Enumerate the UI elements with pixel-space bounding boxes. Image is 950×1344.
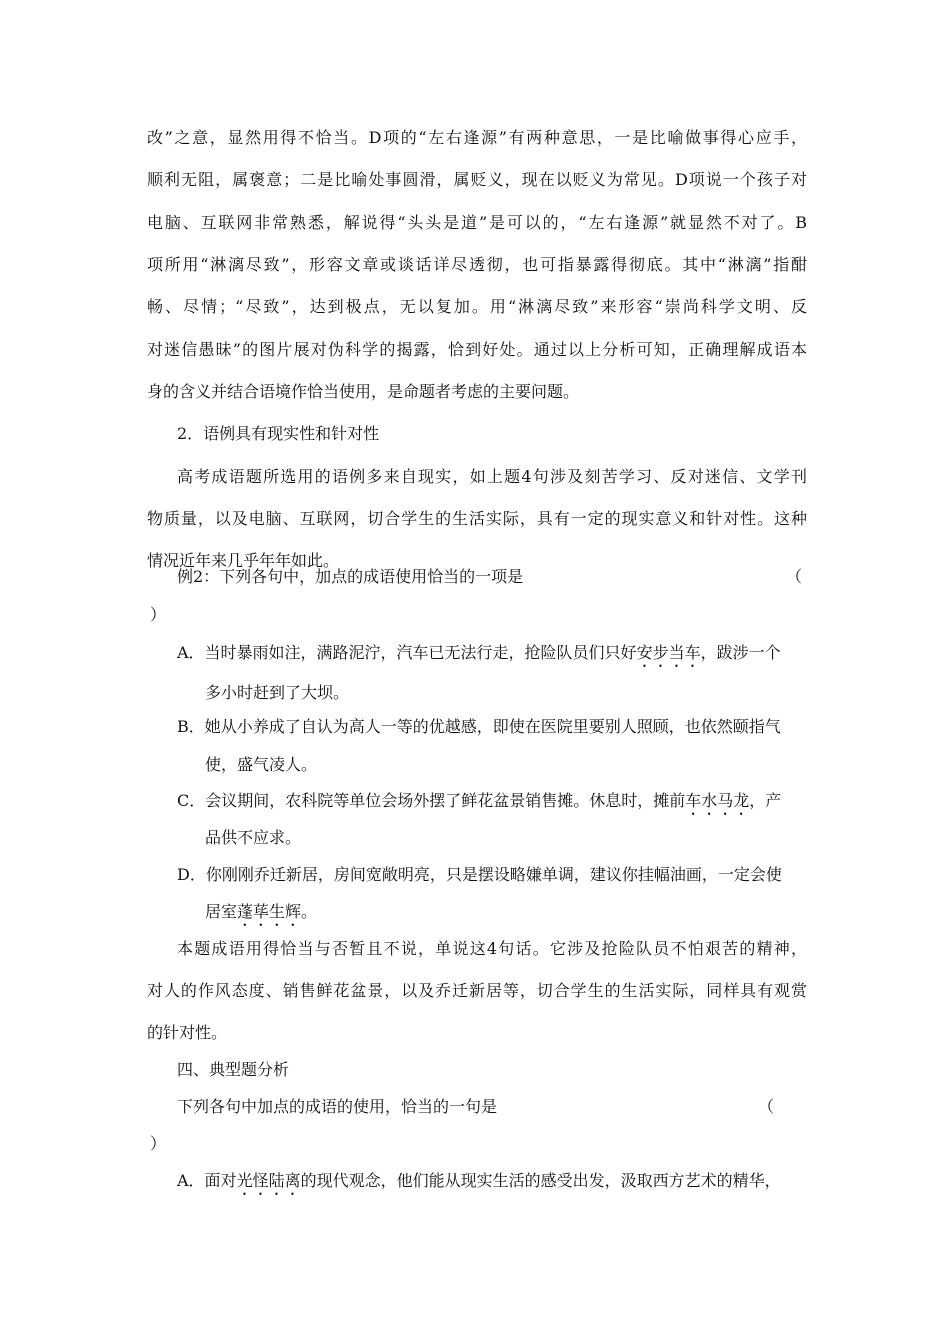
emphasized-idiom: 光怪陆离: [236, 1171, 301, 1190]
option-a-post: ，跋涉一个: [700, 643, 781, 662]
question-stem: 下列各句中加点的成语的使用，恰当的一句是: [177, 1097, 498, 1116]
answer-paren-close: ）: [150, 605, 167, 624]
question-option-a-pre: A．面对: [177, 1171, 237, 1190]
section-heading: 四、典型题分析: [177, 1060, 290, 1079]
paragraph-line: 身的含义并结合语境作恰当使用，是命题者考虑的主要问题。: [147, 382, 580, 401]
paragraph-line: 情况近年来几乎年年如此。: [147, 551, 340, 570]
section-heading: 2．语例具有现实性和针对性: [177, 424, 380, 443]
option-a-line2: 多小时赶到了大坝。: [205, 683, 350, 702]
paragraph-line: 对迷信愚昧”的图片展对伪科学的揭露，恰到好处。通过以上分析可知，正确理解成语本: [147, 340, 807, 359]
option-c-line2: 品供不应求。: [205, 828, 302, 847]
answer-paren-open: （: [786, 567, 803, 586]
emphasized-idiom: 车水马龙: [685, 791, 750, 810]
paragraph-line: 改”之意，显然用得不恰当。D项的“左右逢源”有两种意思，一是比喻做事得心应手，: [147, 128, 807, 147]
option-a: [177, 642, 837, 671]
option-d-pre: 居室: [205, 902, 238, 921]
question-option-a-post: 的现代观念，他们能从现实生活的感受出发，汲取西方艺术的精华，: [300, 1171, 781, 1190]
example-stem: 例2：下列各句中，加点的成语使用恰当的一项是: [177, 567, 524, 586]
paragraph-line: 高考成语题所选用的语例多来自现实，如上题4句涉及刻苦学习、反对迷信、文学刊: [177, 467, 807, 486]
answer-paren-close: ）: [150, 1134, 167, 1153]
paragraph-line: 电脑、互联网非常熟悉，解说得“头头是道”是可以的，“左右逢源”就显然不对了。B: [147, 213, 807, 232]
emphasized-idiom: 安步当车: [636, 643, 701, 662]
paragraph-line: 的针对性。: [147, 1023, 228, 1042]
option-a-pre: A．当时暴雨如注，满路泥泞，汽车已无法行走，抢险队员们只好: [177, 643, 637, 662]
option-b-line2: 使，盛气凌人。: [205, 755, 318, 774]
option-c-post: ，产: [749, 791, 782, 810]
option-d: D．你刚刚乔迁新居，房间宽敞明亮，只是摆设略嫌单调，建议你挂幅油画，一定会使: [177, 865, 782, 884]
emphasized-idiom: 蓬荜生辉: [237, 902, 302, 921]
paragraph-line: 项所用“淋漓尽致”，形容文章或谈话详尽透彻，也可指暴露得彻底。其中“淋漓”指酣: [147, 255, 807, 274]
paragraph-line: 畅、尽情；“尽致”，达到极点，无以复加。用“淋漓尽致”来形容“崇尚科学文明、反: [147, 297, 807, 316]
option-b: B．她从小养成了自认为高人一等的优越感，即使在医院里要别人照顾，也依然颐指气: [177, 717, 781, 736]
option-c-pre: C．会议期间，农科院等单位会场外摆了鲜花盆景销售摊。休息时，摊前: [177, 791, 686, 810]
paragraph-line: 本题成语用得恰当与否暂且不说，单说这4句话。它涉及抢险队员不怕艰苦的精神，: [177, 939, 807, 958]
paragraph-line: 顺利无阻，属褒意；二是比喻处事圆滑，属贬义，现在以贬义为常见。D项说一个孩子对: [147, 170, 807, 189]
answer-paren-open: （: [758, 1097, 775, 1116]
paragraph-line: 物质量，以及电脑、互联网，切合学生的生活实际，具有一定的现实意义和针对性。这种: [147, 509, 807, 528]
option-c: [177, 790, 837, 819]
question-option-a: [177, 1170, 807, 1199]
option-d-line2: [205, 901, 865, 930]
paragraph-line: 对人的作风态度、销售鲜花盆景，以及乔迁新居等，切合学生的生活实际，同样具有观赏: [147, 981, 807, 1000]
option-d-post: 。: [301, 902, 318, 921]
